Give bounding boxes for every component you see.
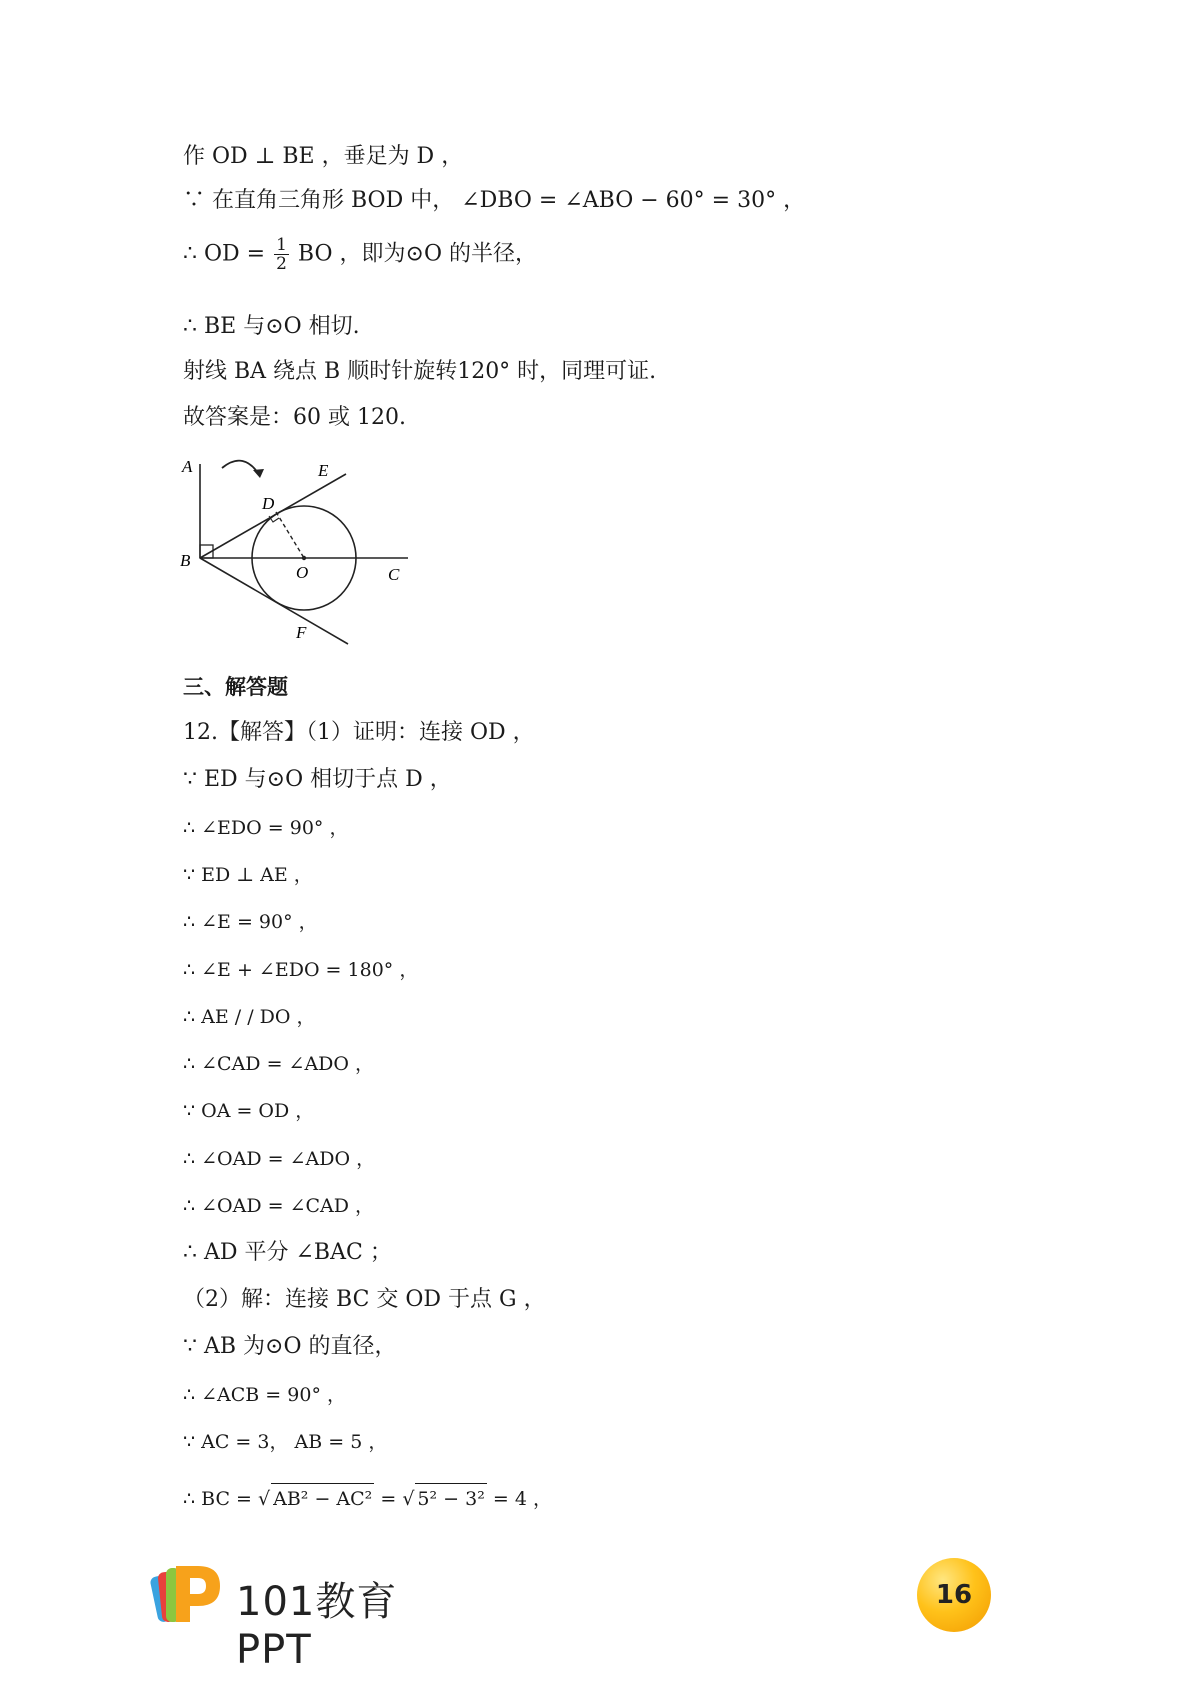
segment-od: [276, 512, 304, 558]
label-f: F: [296, 623, 307, 642]
text-segment: BO ，即为⊙O 的半径，: [297, 241, 537, 267]
radicand: AB² − AC²: [271, 1483, 374, 1514]
text-line: ∵ AB 为⊙O 的直径，: [183, 1334, 397, 1359]
sqrt-sign: √: [258, 1488, 271, 1510]
label-d: D: [262, 494, 275, 513]
text-line: ∴ AE / / DO ，: [183, 1006, 316, 1028]
text-line: ∴ AD 平分 ∠BAC ；: [183, 1240, 392, 1265]
text-segment: =: [380, 1488, 397, 1510]
text-line: 作 OD ⊥ BE ，垂足为 D ，: [183, 144, 464, 169]
text-line: 射线 BA 绕点 B 顺时针旋转120° 时，同理可证.: [183, 359, 657, 384]
text-line: ∵ 在直角三角形 BOD 中， ∠DBO = ∠ABO − 60° = 30° ，: [183, 188, 806, 213]
ray-bf: [200, 558, 348, 644]
text-segment: ∴ OD =: [183, 241, 266, 267]
sqrt-sign: √: [402, 1488, 415, 1510]
text-line: ∵ ED 与⊙O 相切于点 D ，: [183, 767, 452, 792]
label-o: O: [296, 563, 309, 582]
label-b: B: [180, 551, 191, 570]
text-line: ∴ ∠CAD = ∠ADO ，: [183, 1053, 375, 1075]
label-a: A: [182, 457, 193, 476]
text-line: ∴ ∠E + ∠EDO = 180° ，: [183, 959, 419, 981]
text-line: ∴ ∠ACB = 90° ，: [183, 1384, 346, 1406]
section-title: 三、解答题: [183, 675, 288, 699]
text-line: 12.【解答】（1）证明：连接 OD ，: [183, 720, 535, 745]
fraction-numerator: 1: [276, 235, 287, 255]
center-dot: [302, 556, 306, 560]
label-e: E: [318, 461, 329, 480]
logo-icon: [150, 1560, 230, 1630]
text-line: 故答案是：60 或 120.: [183, 405, 406, 430]
label-c: C: [388, 565, 400, 584]
text-line: ∵ ED ⊥ AE ，: [183, 864, 313, 886]
text-segment: ∴ BC =: [183, 1488, 252, 1510]
text-line: （2）解：连接 BC 交 OD 于点 G ，: [183, 1287, 546, 1312]
radicand: 5² − 3²: [415, 1483, 486, 1514]
text-line-fraction: [183, 236, 537, 273]
text-line: ∴ BE 与⊙O 相切.: [183, 314, 360, 339]
text-segment: = 4 ，: [492, 1488, 552, 1510]
rotation-arrow: [222, 461, 260, 476]
page-number: 16: [935, 1580, 973, 1610]
text-line-sqrt: [183, 1483, 552, 1514]
fraction-denominator: 2: [276, 254, 287, 274]
arrow-head: [253, 469, 264, 478]
text-line: ∵ OA = OD ，: [183, 1100, 315, 1122]
page-number-badge: [917, 1558, 991, 1632]
text-line: ∴ ∠OAD = ∠ADO ，: [183, 1148, 376, 1170]
ray-be: [200, 474, 346, 558]
text-line: ∴ ∠EDO = 90° ，: [183, 817, 349, 839]
brand-text: 101教育PPT: [236, 1579, 398, 1673]
text-line: ∴ ∠OAD = ∠CAD ，: [183, 1195, 375, 1217]
text-line: ∵ AC = 3， AB = 5 ，: [183, 1431, 388, 1453]
text-line: ∴ ∠E = 90° ，: [183, 911, 318, 933]
fraction: [274, 236, 289, 273]
brand-logo: [150, 1560, 450, 1673]
geometry-figure: [178, 454, 418, 654]
